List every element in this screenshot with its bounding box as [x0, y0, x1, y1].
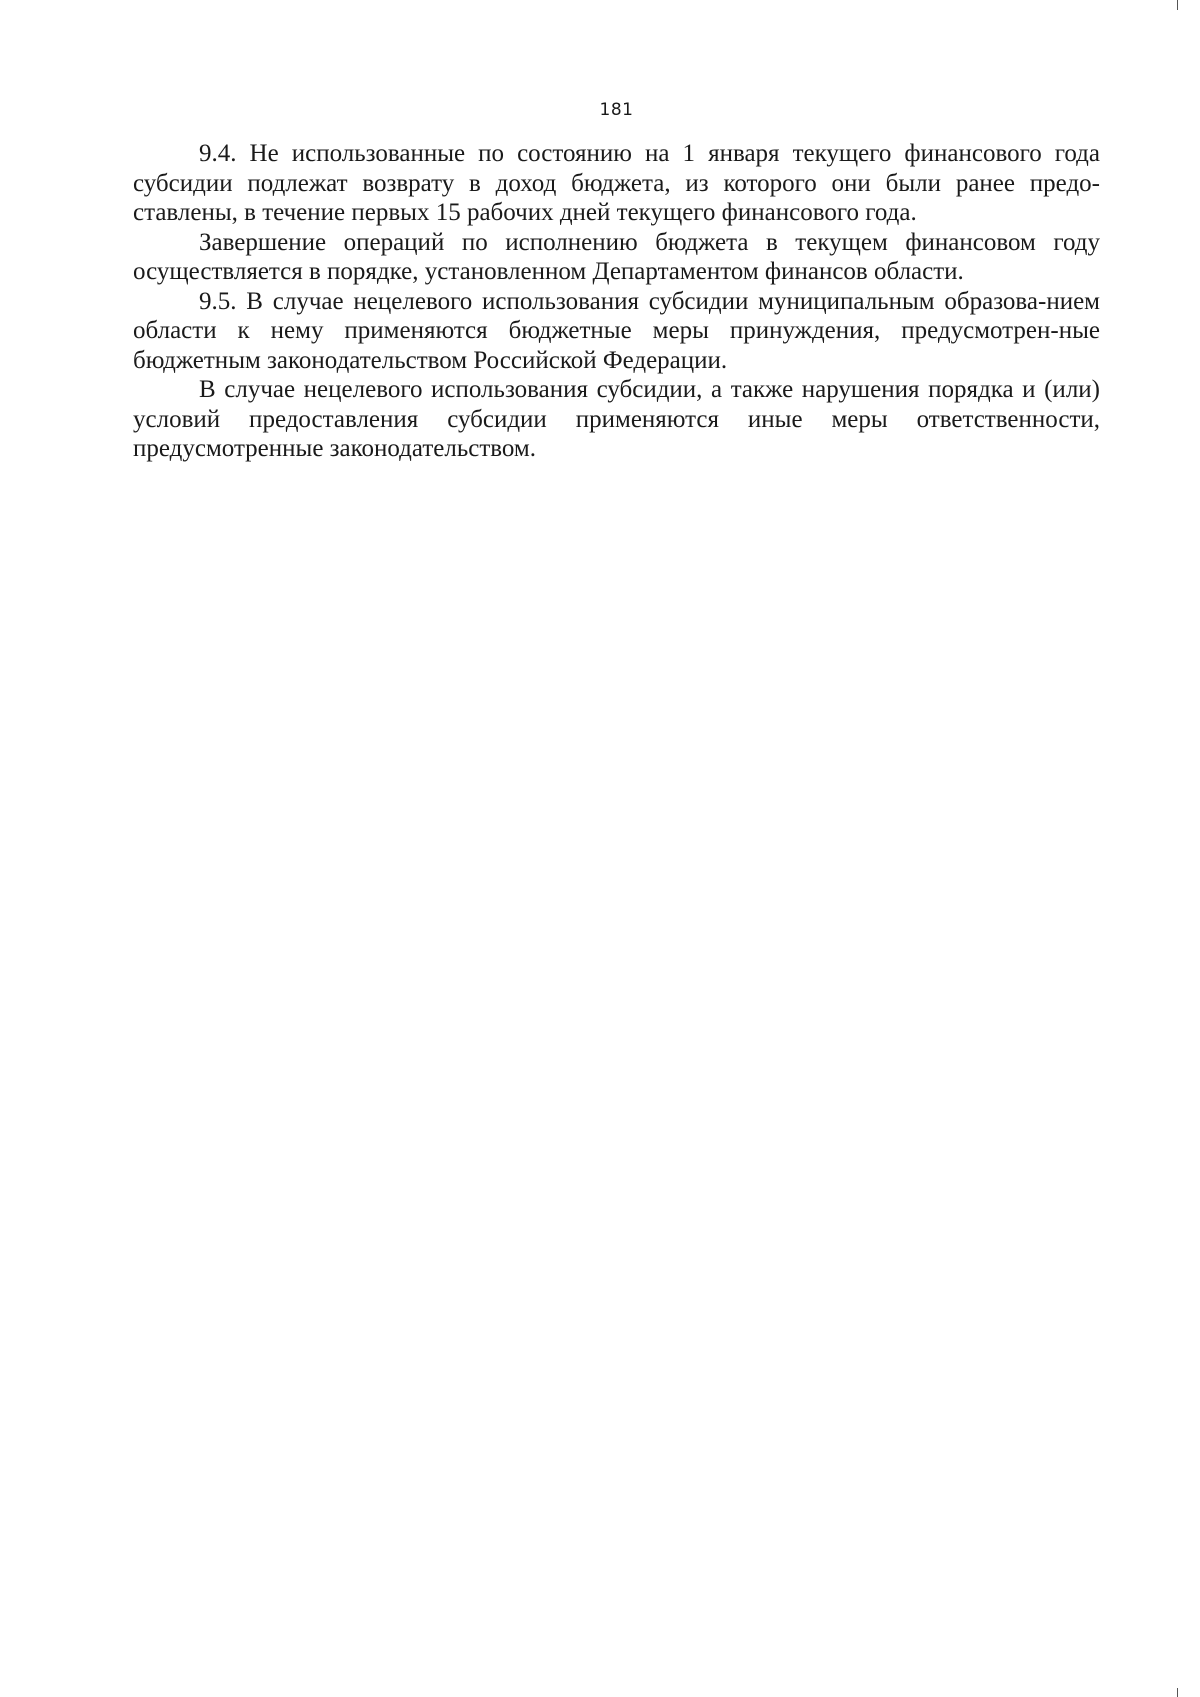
paragraph-9-4: 9.4. Не использованные по состоянию на 1 января текущего финансового года субсидии подлежат возврату в доход бюджета, из которого они были ранее предо-ставлены, в течение первых 15 рабочих дней текущего финансового года. — [133, 140, 1100, 226]
scan-edge-mark-bottom — [1177, 1688, 1178, 1697]
paragraph-9-5: 9.5. В случае нецелевого использования субсидии муниципальным образова-нием области к нему применяются бюджетные меры принуждения, предусмотрен-ные бюджетным законодательством Российской Федерации. — [133, 287, 1100, 374]
paragraph-responsibility: В случае нецелевого использования субсидии, а также нарушения порядка и (или) условий предоставления субсидии применяются иные меры ответственности, предусмотренные законодательством. — [133, 376, 1100, 462]
scan-edge-mark-top — [1177, 0, 1178, 10]
document-body — [133, 139, 1100, 464]
page-number: 181 — [599, 100, 634, 120]
paragraph-budget-completion: Завершение операций по исполнению бюджета в текущем финансовом году осуществляется в порядке, установленном Департаментом финансов области. — [133, 228, 1100, 285]
